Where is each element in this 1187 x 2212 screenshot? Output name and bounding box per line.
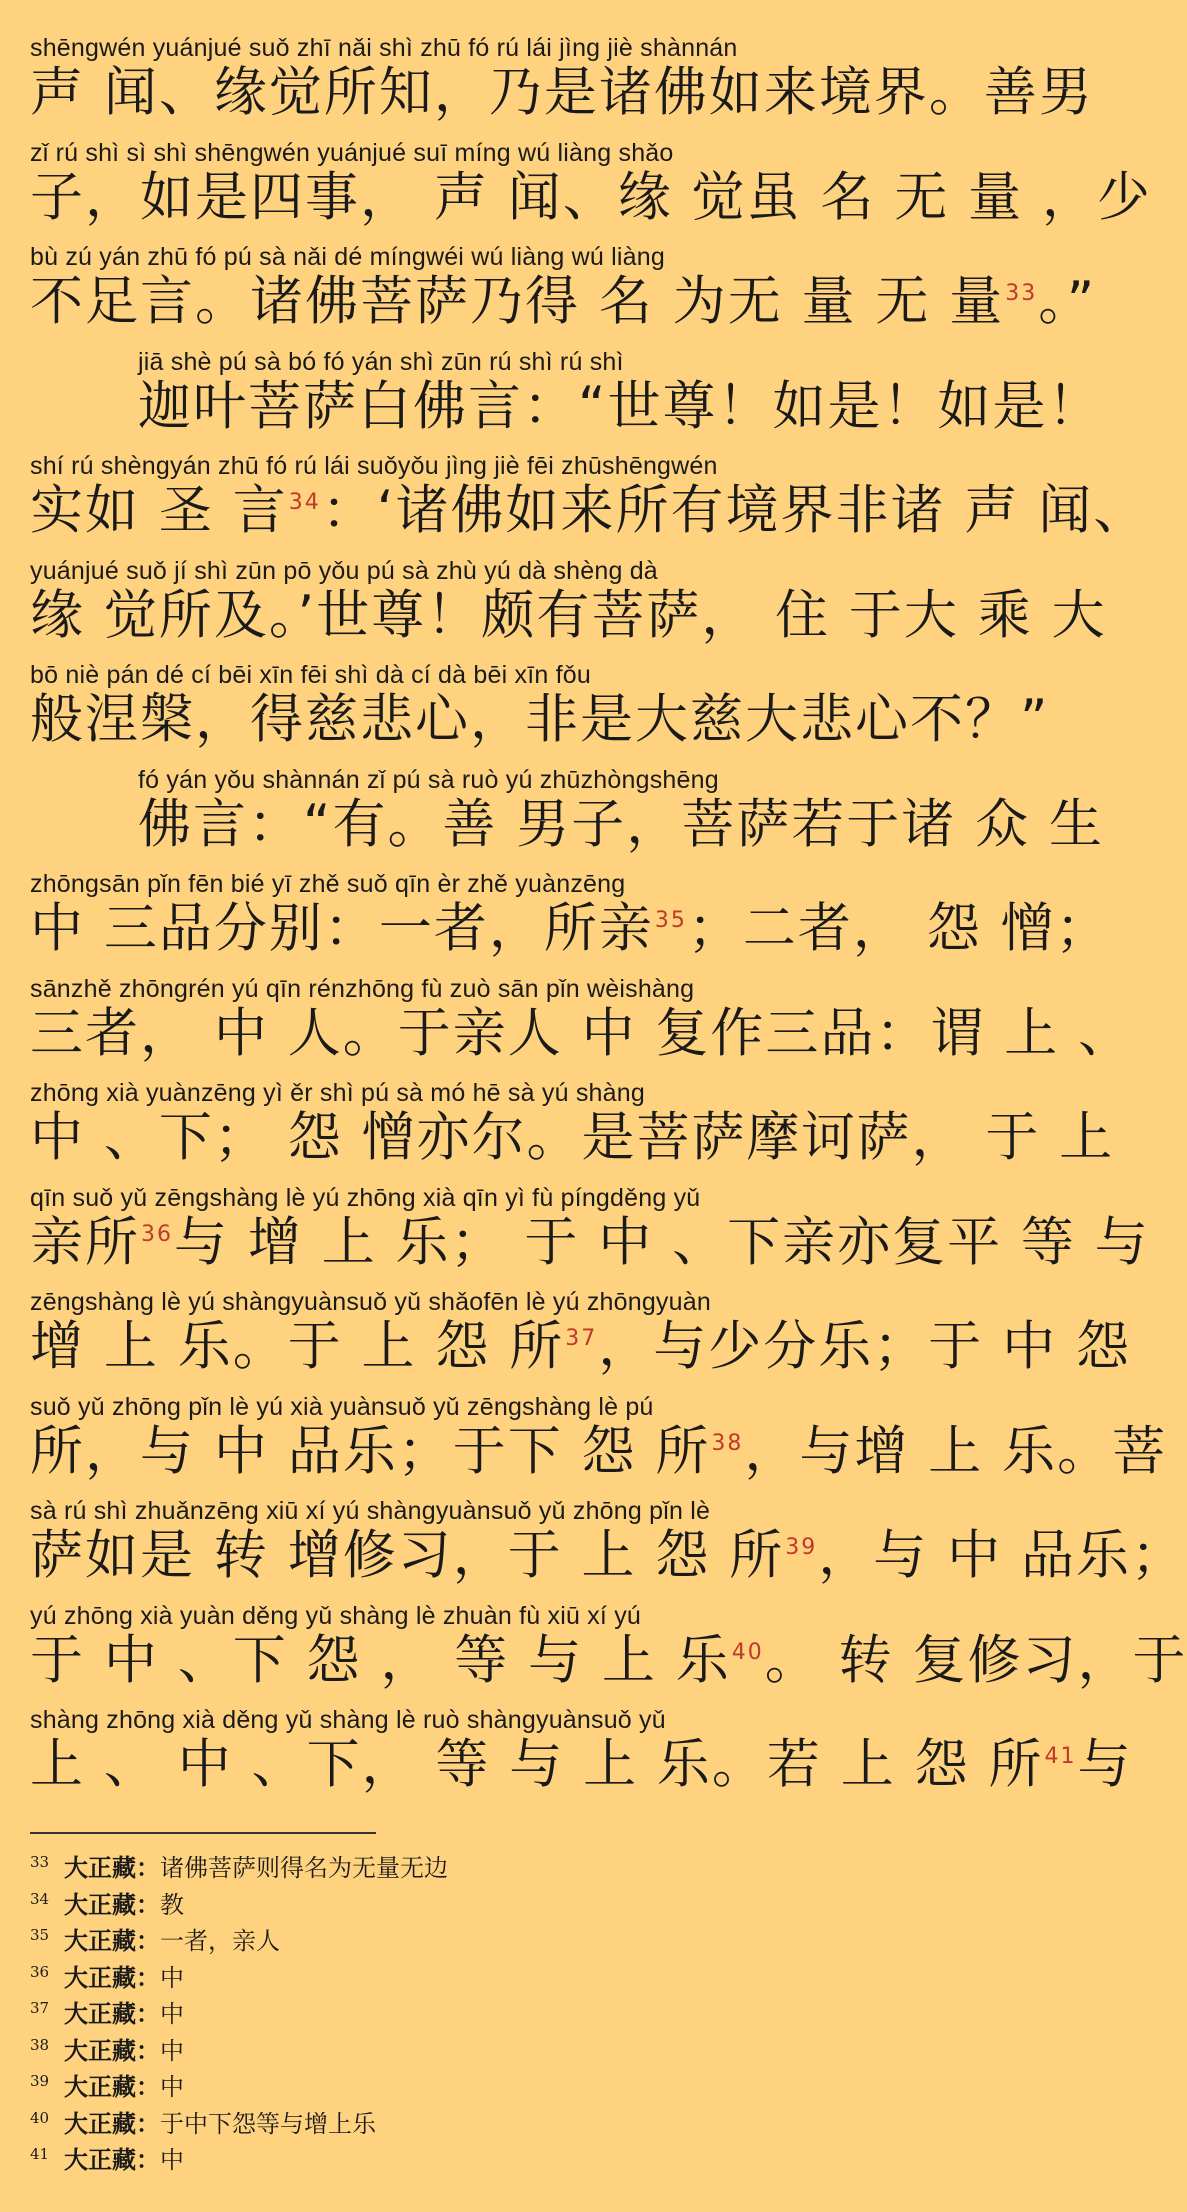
hanzi-row [138, 793, 1104, 856]
hanzi-row [30, 1211, 1150, 1274]
pinyin-row: bù zú yán zhū fó pú sà nǎi dé míngwéi wú liàng wú liàng [30, 243, 665, 271]
footnote-text: 于中下怨等与增上乐 [160, 2109, 376, 2138]
hanzi-text: ，与 中 品乐； [818, 1525, 1186, 1586]
footnote-item: 34 大正藏：教 [30, 1889, 184, 1919]
pinyin-row: shí rú shèngyán zhū fó rú lái suǒyǒu jìng jiè fēi zhūshēngwén [30, 452, 718, 480]
text-line [30, 661, 1054, 766]
footnote-marker[interactable]: 33 [1005, 281, 1038, 307]
hanzi-text: 中 、下； 怨 憎亦尔。是菩萨摩诃萨， 于 上 [30, 1107, 1115, 1168]
text-line [30, 452, 1149, 557]
footnote-item: 38 大正藏：中 [30, 2035, 184, 2065]
footnote-divider [30, 1832, 376, 1834]
footnote-source: 大正藏： [64, 2145, 160, 2174]
hanzi-row [30, 1316, 1131, 1378]
text-body [30, 34, 1187, 1811]
footnote-marker[interactable]: 39 [785, 1535, 818, 1561]
pinyin-row: zhōngsān pǐn fēn bié yī zhě suǒ qīn èr zhě yuànzēng [30, 870, 626, 898]
footnote-marker[interactable]: 40 [731, 1639, 764, 1665]
footnote-text: 教 [160, 1890, 184, 1919]
footnote-text: 中 [160, 2146, 184, 2174]
footnote-text: 中 [160, 2000, 184, 2028]
hanzi-text: ：‘诸佛如来所有境界非诸 声 闻、 [321, 480, 1149, 541]
hanzi-row [30, 1629, 1187, 1692]
hanzi-row [30, 1107, 1115, 1169]
pinyin-row: shàng zhōng xià děng yǔ shàng lè ruò shàngyuànsuǒ yǔ [30, 1706, 666, 1734]
text-line [30, 1706, 1133, 1811]
footnote-list [30, 1850, 1050, 2179]
text-line [30, 556, 1107, 662]
footnote-text: 一者，亲人 [160, 1927, 280, 1955]
footnote-source: 大正藏： [64, 2035, 160, 2065]
text-line [30, 1288, 1131, 1393]
hanzi-text: 三者， 中 人。于亲人 中 复作三品：谓 上 、 [30, 1002, 1134, 1064]
hanzi-row [30, 689, 1054, 751]
text-line [30, 1392, 1168, 1498]
hanzi-text: 不足言。诸佛菩萨乃得 名 为无 量 无 量 [30, 271, 1005, 332]
footnote-source: 大正藏： [64, 1999, 160, 2028]
hanzi-row [30, 271, 1097, 333]
pinyin-row: zǐ rú shì sì shì shēngwén yuánjué suī míng wú liàng shǎo [30, 138, 674, 167]
hanzi-text: 萨如是 转 增修习，于 上 怨 所 [30, 1525, 785, 1586]
footnote-text: 诸佛菩萨则得名为无量无边 [160, 1854, 448, 1882]
hanzi-text: 与 [1077, 1734, 1133, 1795]
hanzi-text: 所，与 中 品乐；于下 怨 所 [30, 1420, 711, 1482]
hanzi-text: 子，如是四事， 声 闻、缘 觉虽 名 无 量 ，少 [30, 166, 1152, 228]
hanzi-text: 缘 觉所及。’世尊！颇有菩萨， 住 于大 乘 大 [30, 584, 1107, 646]
text-line [30, 1497, 1186, 1602]
pinyin-row: fó yán yǒu shànnán zǐ pú sà ruò yú zhūzhòngshēng [138, 765, 719, 794]
hanzi-text: 佛言：“有。善 男子，菩萨若于诸 众 生 [138, 793, 1104, 855]
hanzi-text: 于 中 、下 怨 ， 等 与 上 乐 [30, 1629, 731, 1691]
hanzi-text: 般涅槃，得慈悲心，非是大慈大悲心不？” [30, 689, 1050, 750]
text-line [30, 243, 1097, 348]
footnote-item: 35 大正藏：一者，亲人 [30, 1926, 280, 1955]
hanzi-row [30, 166, 1152, 229]
text-line [30, 870, 1111, 975]
footnote-text: 中 [160, 2036, 184, 2065]
footnote-item: 37 大正藏：中 [30, 1999, 184, 2028]
hanzi-text: ，与少分乐；于 中 怨 [598, 1316, 1131, 1377]
hanzi-row [30, 1002, 1134, 1065]
footnote-marker[interactable]: 41 [1044, 1744, 1077, 1770]
pinyin-row: sà rú shì zhuǎnzēng xiū xí yú shàngyuànsuǒ yǔ zhōng pǐn lè [30, 1497, 711, 1525]
hanzi-text: ，与增 上 乐。菩 [744, 1420, 1168, 1482]
pinyin-row: bō niè pán dé cí bēi xīn fēi shì dà cí dà bēi xīn fǒu [30, 661, 591, 689]
text-line [30, 34, 1094, 139]
pinyin-row: jiā shè pú sà bó fó yán shì zūn rú shì rú shì [138, 347, 624, 376]
hanzi-text: 中 三品分别：一者，所亲 [30, 898, 654, 959]
hanzi-text: 。” [1038, 271, 1097, 332]
hanzi-text: 亲所 [30, 1211, 140, 1273]
hanzi-row [30, 62, 1094, 124]
footnote-marker[interactable]: 36 [141, 1221, 173, 1247]
pinyin-row: suǒ yǔ zhōng pǐn lè yú xià yuànsuǒ yǔ zēngshàng lè pú [30, 1392, 654, 1421]
hanzi-text: 实如 圣 言 [30, 480, 288, 541]
hanzi-text: 迦叶菩萨白佛言：“世尊！如是！如是！ [138, 375, 1103, 437]
pinyin-row: yú zhōng xià yuàn děng yǔ shàng lè zhuàn fù xiū xí yú [30, 1601, 642, 1630]
hanzi-text: 增 上 乐。于 上 怨 所 [30, 1316, 565, 1377]
hanzi-text: ；二者， 怨 憎； [687, 898, 1111, 959]
hanzi-text: 与 增 上 乐； 于 中 、下亲亦复平 等 与 [174, 1211, 1150, 1273]
hanzi-text: 上 、 中 、下， 等 与 上 乐。若 上 怨 所 [30, 1734, 1044, 1795]
text-line [30, 347, 1103, 453]
footnote-item: 40 大正藏：于中下怨等与增上乐 [30, 2108, 376, 2138]
hanzi-row [30, 584, 1107, 647]
footnote-source: 大正藏： [64, 2108, 160, 2138]
pinyin-row: zēngshàng lè yú shàngyuànsuǒ yǔ shǎofēn lè yú zhōngyuàn [30, 1288, 711, 1316]
pinyin-row: qīn suǒ yǔ zēngshàng lè yú zhōng xià qīn yì fù píngděng yǔ [30, 1183, 701, 1212]
footnote-marker[interactable]: 34 [288, 490, 321, 516]
hanzi-row [30, 898, 1111, 960]
text-line [30, 138, 1152, 244]
pinyin-row: shēngwén yuánjué suǒ zhī nǎi shì zhū fó rú lái jìng jiè shànnán [30, 34, 738, 62]
footnote-text: 中 [160, 1963, 184, 1992]
text-line [30, 974, 1134, 1080]
hanzi-row [30, 1525, 1186, 1587]
hanzi-text: 声 闻、缘觉所知，乃是诸佛如来境界。善男 [30, 62, 1094, 123]
footnote-item: 41 大正藏：中 [30, 2145, 184, 2174]
footnote-item: 36 大正藏：中 [30, 1962, 184, 1992]
footnote-source: 大正藏： [64, 2072, 160, 2101]
pinyin-row: sānzhě zhōngrén yú qīn rénzhōng fù zuò sān pǐn wèishàng [30, 974, 695, 1003]
footnote-source: 大正藏： [64, 1889, 160, 1919]
hanzi-row [30, 1420, 1168, 1483]
footnote-item: 33 大正藏：诸佛菩萨则得名为无量无边 [30, 1853, 448, 1882]
hanzi-row [30, 480, 1149, 542]
footnote-text: 中 [160, 2073, 184, 2101]
footnote-item: 39 大正藏：中 [30, 2072, 184, 2101]
footnotes [30, 1832, 1050, 2179]
text-line [30, 1183, 1150, 1289]
footnote-marker[interactable]: 38 [711, 1430, 744, 1456]
footnote-source: 大正藏： [64, 1853, 160, 1882]
hanzi-row [30, 1734, 1133, 1796]
footnote-marker[interactable]: 35 [654, 908, 687, 934]
footnote-marker[interactable]: 37 [565, 1326, 598, 1352]
text-line [30, 1601, 1187, 1707]
pinyin-row: zhōng xià yuànzēng yì ěr shì pú sà mó hē sà yú shàng [30, 1079, 645, 1107]
pinyin-row: yuánjué suǒ jí shì zūn pō yǒu pú sà zhù yú dà shèng dà [30, 556, 658, 585]
text-line [30, 1079, 1115, 1184]
text-line [30, 765, 1104, 871]
hanzi-row [138, 375, 1103, 438]
footnote-source: 大正藏： [64, 1962, 160, 1992]
hanzi-text: 。 转 复修习，于 [764, 1629, 1187, 1691]
footnote-source: 大正藏： [64, 1926, 160, 1955]
